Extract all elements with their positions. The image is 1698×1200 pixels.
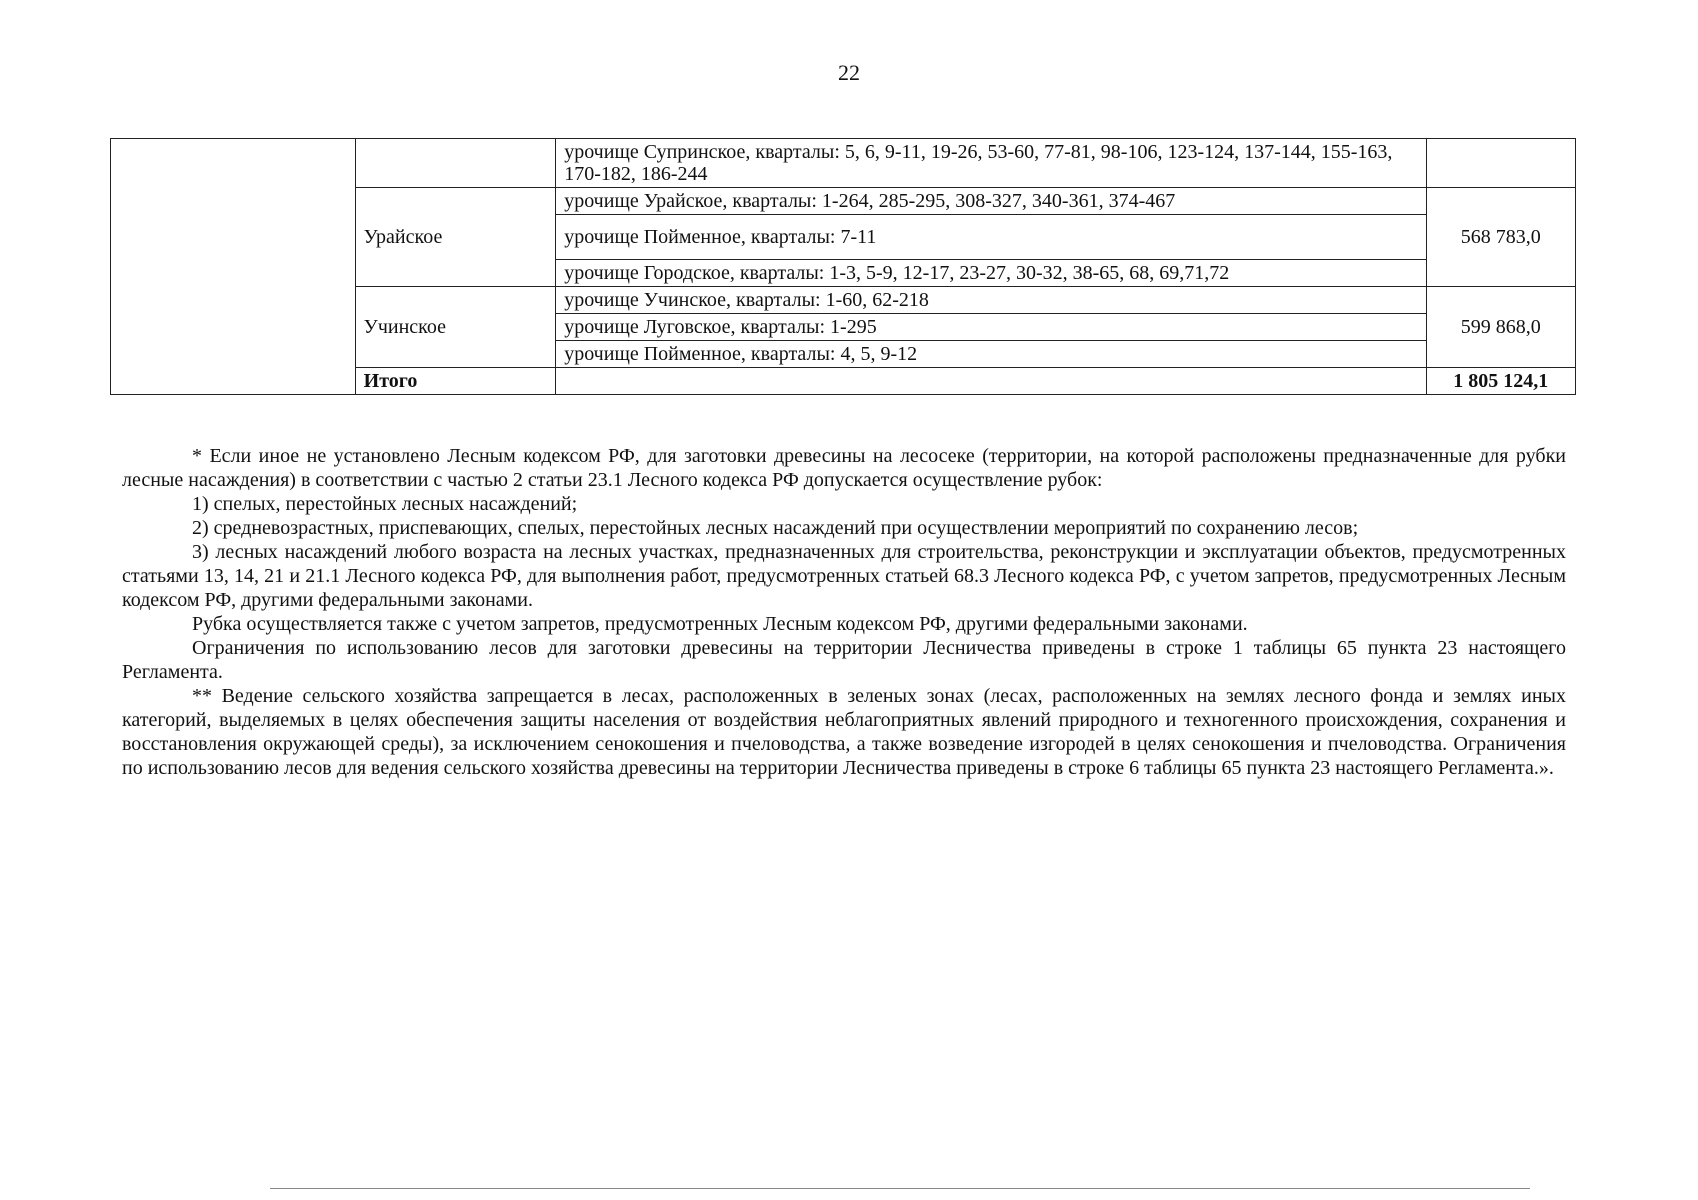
area-cell: 568 783,0 xyxy=(1426,188,1575,287)
footnote-paragraph: 3) лесных насаждений любого возраста на лесных участках, предназначенных для строительства, реконструкции и эксплуатации объектов, предусмотренных статьями 13, 14, 21 и 21.1 Лесного кодекса РФ, для выполнения работ, предусмотренных статьей 68.3 Лесного кодекса РФ, с учетом запретов, предусмотренных Лесным кодексом РФ, другими федеральными законами. xyxy=(122,541,1566,611)
footnote-paragraph: ** Ведение сельского хозяйства запрещается в лесах, расположенных в зеленых зонах (лесах, расположенных на землях лесного фонда и землях иных категорий, выделяемых в целях обеспечения защиты населения от воздействия неблагоприятных явлений природного и техногенного происхождения, сохранения и восстановления окружающей среды), за исключением сенокошения и пчеловодства, а также возведение изгородей в целях сенокошения и пчеловодства. Ограничения по использованию лесов для ведения сельского хозяйства древесины на территории Лесничества приведены в строке 6 таблицы 65 пункта 23 настоящего Регламента.». xyxy=(122,685,1566,779)
table-row xyxy=(111,139,1576,188)
footnote-paragraph: 2) средневозрастных, приспевающих, спелых, перестойных лесных насаждений при осуществлении мероприятий по сохранению лесов; xyxy=(192,517,1359,539)
forest-area-table xyxy=(110,138,1576,395)
area-cell xyxy=(1426,139,1575,188)
tract-cell: урочище Луговское, кварталы: 1-295 xyxy=(556,314,1426,341)
area-cell: 599 868,0 xyxy=(1426,287,1575,368)
tract-cell: урочище Урайское, кварталы: 1-264, 285-295, 308-327, 340-361, 374-467 xyxy=(556,188,1426,215)
footnote-paragraph: 1) спелых, перестойных лесных насаждений; xyxy=(192,493,578,515)
bottom-rule xyxy=(270,1188,1530,1189)
forestry-cell: Учинское xyxy=(355,287,556,368)
footnote-paragraph: Рубка осуществляется также с учетом запретов, предусмотренных Лесным кодексом РФ, другими федеральными законами. xyxy=(192,613,1248,635)
forestry-cell: Урайское xyxy=(355,188,556,287)
tract-cell: урочище Городское, кварталы: 1-3, 5-9, 12-17, 23-27, 30-32, 38-65, 68, 69,71,72 xyxy=(556,260,1426,287)
tract-cell: урочище Пойменное, кварталы: 7-11 xyxy=(556,215,1426,260)
tract-cell: урочище Пойменное, кварталы: 4, 5, 9-12 xyxy=(556,341,1426,368)
forestry-cell xyxy=(355,139,556,188)
total-value: 1 805 124,1 xyxy=(1426,368,1575,395)
page-number: 22 xyxy=(838,60,860,85)
empty-cell xyxy=(556,368,1426,395)
tract-cell: урочище Супринское, кварталы: 5, 6, 9-11, 19-26, 53-60, 77-81, 98-106, 123-124, 137-144, 155-163, 170-182, 186-244 xyxy=(556,139,1426,188)
footnotes xyxy=(122,444,1566,780)
empty-cell xyxy=(111,139,356,395)
tract-cell: урочище Учинское, кварталы: 1-60, 62-218 xyxy=(556,287,1426,314)
footnote-paragraph: Ограничения по использованию лесов для заготовки древесины на территории Лесничества приведены в строке 1 таблицы 65 пункта 23 настоящего Регламента. xyxy=(122,637,1566,683)
footnote-paragraph: * Если иное не установлено Лесным кодексом РФ, для заготовки древесины на лесосеке (территории, на которой расположены предназначенные для рубки лесные насаждения) в соответствии с частью 2 статьи 23.1 Лесного кодекса РФ допускается осуществление рубок: xyxy=(122,445,1566,491)
total-label: Итого xyxy=(355,368,556,395)
